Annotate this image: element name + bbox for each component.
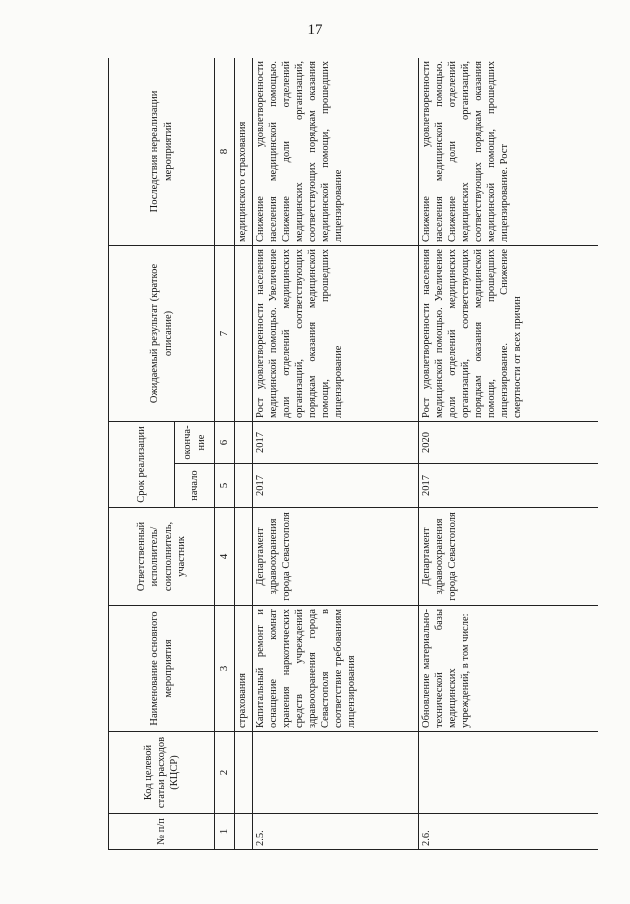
row-result (235, 245, 253, 421)
table-row (419, 58, 599, 850)
row-consequences: Снижение удовлетворенности населения медицинской помощью. Снижение доли отделений медицинских организаций, соответствующих порядкам оказания медицинской помощи, прошедших лицензирование. Рост (419, 58, 599, 245)
row-start (235, 464, 253, 508)
column-number: 1 (215, 814, 235, 850)
column-number: 6 (215, 421, 235, 463)
row-name: страхования (235, 606, 253, 732)
page-number: 17 (307, 22, 323, 38)
row-consequences: медицинского страхования (235, 58, 253, 245)
header-start: начало (175, 464, 215, 508)
header-code: Код целевой статьи расходов (КЦСР) (109, 732, 215, 814)
column-number: 2 (215, 732, 235, 814)
row-num: 2.5. (253, 814, 419, 850)
row-result: Рост удовлетворенности населения медицинской помощью. Увеличение доли отделений медицинских организаций, соответствующих порядкам оказания медицинской помощи, прошедших лицензирование (253, 245, 419, 421)
column-number: 3 (215, 606, 235, 732)
header-name: Наименование основного мероприятия (109, 606, 215, 732)
activities-table (108, 58, 598, 850)
row-code (235, 732, 253, 814)
row-name: Капитальный ремонт и оснащение комнат хранения наркотических средств учреждений здравоохранения города Севастополя в соответствие требованиям лицензирования (253, 606, 419, 732)
row-code (253, 732, 419, 814)
column-number: 5 (215, 464, 235, 508)
row-num (235, 814, 253, 850)
table-row (253, 58, 419, 850)
rotated-table-wrapper (108, 58, 598, 850)
column-number-row (215, 58, 235, 850)
row-name: Обновление материально-технической базы медицинских учреждений, в том числе: (419, 606, 599, 732)
row-responsible (235, 508, 253, 606)
header-period: Срок реализации (109, 421, 175, 507)
table-frame (108, 58, 598, 850)
header-result: Ожидаемый результат (краткое описание) (109, 245, 215, 421)
column-number: 7 (215, 245, 235, 421)
row-start: 2017 (253, 464, 419, 508)
header-end: оконча-ние (175, 421, 215, 463)
column-number: 8 (215, 58, 235, 245)
row-end (235, 421, 253, 463)
row-start: 2017 (419, 464, 599, 508)
row-num: 2.6. (419, 814, 599, 850)
header-row-top (109, 58, 175, 850)
header-responsible: Ответственный исполнитель/ соисполнитель, участник (109, 508, 215, 606)
header-num: № п/п (109, 814, 215, 850)
row-end: 2020 (419, 421, 599, 463)
row-responsible: Департамент здравоохранения города Севастополя (253, 508, 419, 606)
column-number: 4 (215, 508, 235, 606)
table-row (235, 58, 253, 850)
row-responsible: Департамент здравоохранения города Севастополя (419, 508, 599, 606)
row-consequences: Снижение удовлетворенности населения медицинской помощью. Снижение доли отделений медицинских организаций, соответствующих порядкам оказания медицинской помощи, прошедших лицензирование (253, 58, 419, 245)
row-code (419, 732, 599, 814)
header-consequences: Последствия нереализации мероприятий (109, 58, 215, 245)
row-result: Рост удовлетворенности населения медицинской помощью. Увеличение доли отделений медицинских организаций, соответствующих порядкам оказания медицинской помощи, прошедших лицензирование. Снижение смертности от всех причин (419, 245, 599, 421)
row-end: 2017 (253, 421, 419, 463)
